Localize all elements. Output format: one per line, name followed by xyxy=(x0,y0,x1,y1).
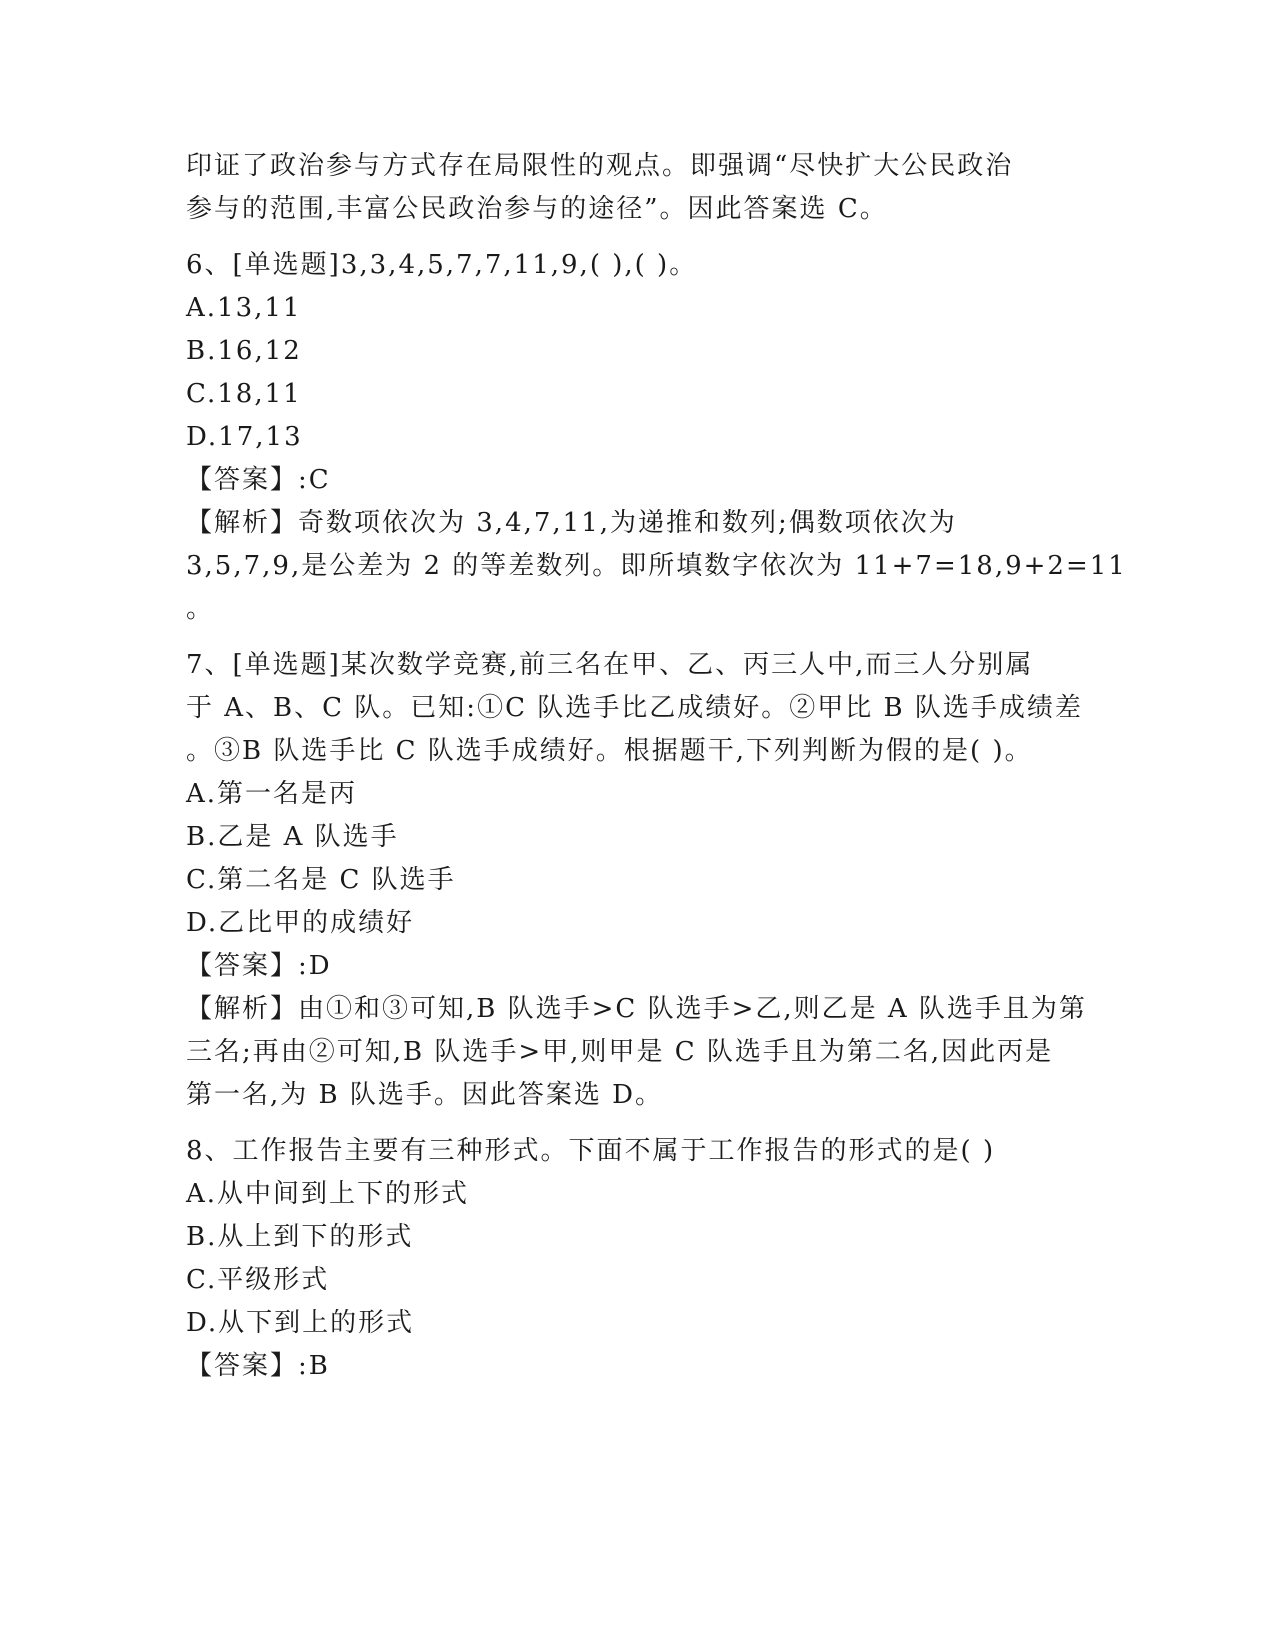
option-d: D.乙比甲的成绩好 xyxy=(186,908,415,938)
option-b: B.16,12 xyxy=(186,336,302,366)
option-c: C.18,11 xyxy=(186,379,302,409)
option-a: A.从中间到上下的形式 xyxy=(186,1179,470,1209)
option-d: D.从下到上的形式 xyxy=(186,1308,415,1338)
analysis-line: 【解析】由①和③可知,B 队选手>C 队选手>乙,则乙是 A 队选手且为第 xyxy=(186,994,1087,1024)
previous-explanation xyxy=(186,145,1091,231)
answer-line: 【答案】:B xyxy=(186,1351,330,1381)
answer-line: 【答案】:D xyxy=(186,951,332,981)
question-stem: 。③B 队选手比 C 队选手成绩好。根据题干,下列判断为假的是( )。 xyxy=(186,736,1033,766)
answer-line: 【答案】:C xyxy=(186,465,331,495)
question-stem: 6、[单选题]3,3,4,5,7,7,11,9,( ),( )。 xyxy=(186,250,698,280)
option-a: A.13,11 xyxy=(186,293,302,323)
option-d: D.17,13 xyxy=(186,422,303,452)
analysis-line: 。 xyxy=(186,594,215,624)
question-stem: 7、[单选题]某次数学竞赛,前三名在甲、乙、丙三人中,而三人分别属 xyxy=(186,650,1034,680)
question-7 xyxy=(186,644,1091,1117)
question-8 xyxy=(186,1130,1091,1388)
analysis-line: 3,5,7,9,是公差为 2 的等差数列。即所填数字依次为 11+7=18,9+2=11 xyxy=(186,551,1127,581)
document-content xyxy=(186,145,1127,1388)
option-a: A.第一名是丙 xyxy=(186,779,358,809)
option-b: B.从上到下的形式 xyxy=(186,1222,414,1252)
explanation-line: 印证了政治参与方式存在局限性的观点。即强调“尽快扩大公民政治 xyxy=(186,151,1014,181)
question-6 xyxy=(186,244,1127,631)
question-stem: 8、工作报告主要有三种形式。下面不属于工作报告的形式的是( ) xyxy=(186,1136,996,1166)
option-c: C.平级形式 xyxy=(186,1265,330,1295)
explanation-line: 参与的范围,丰富公民政治参与的途径”。因此答案选 C。 xyxy=(186,194,888,224)
question-stem: 于 A、B、C 队。已知:①C 队选手比乙成绩好。②甲比 B 队选手成绩差 xyxy=(186,693,1083,723)
analysis-line: 【解析】奇数项依次为 3,4,7,11,为递推和数列;偶数项依次为 xyxy=(186,508,957,538)
option-c: C.第二名是 C 队选手 xyxy=(186,865,456,895)
analysis-line: 三名;再由②可知,B 队选手>甲,则甲是 C 队选手且为第二名,因此丙是 xyxy=(186,1037,1054,1067)
analysis-line: 第一名,为 B 队选手。因此答案选 D。 xyxy=(186,1080,664,1110)
option-b: B.乙是 A 队选手 xyxy=(186,822,399,852)
